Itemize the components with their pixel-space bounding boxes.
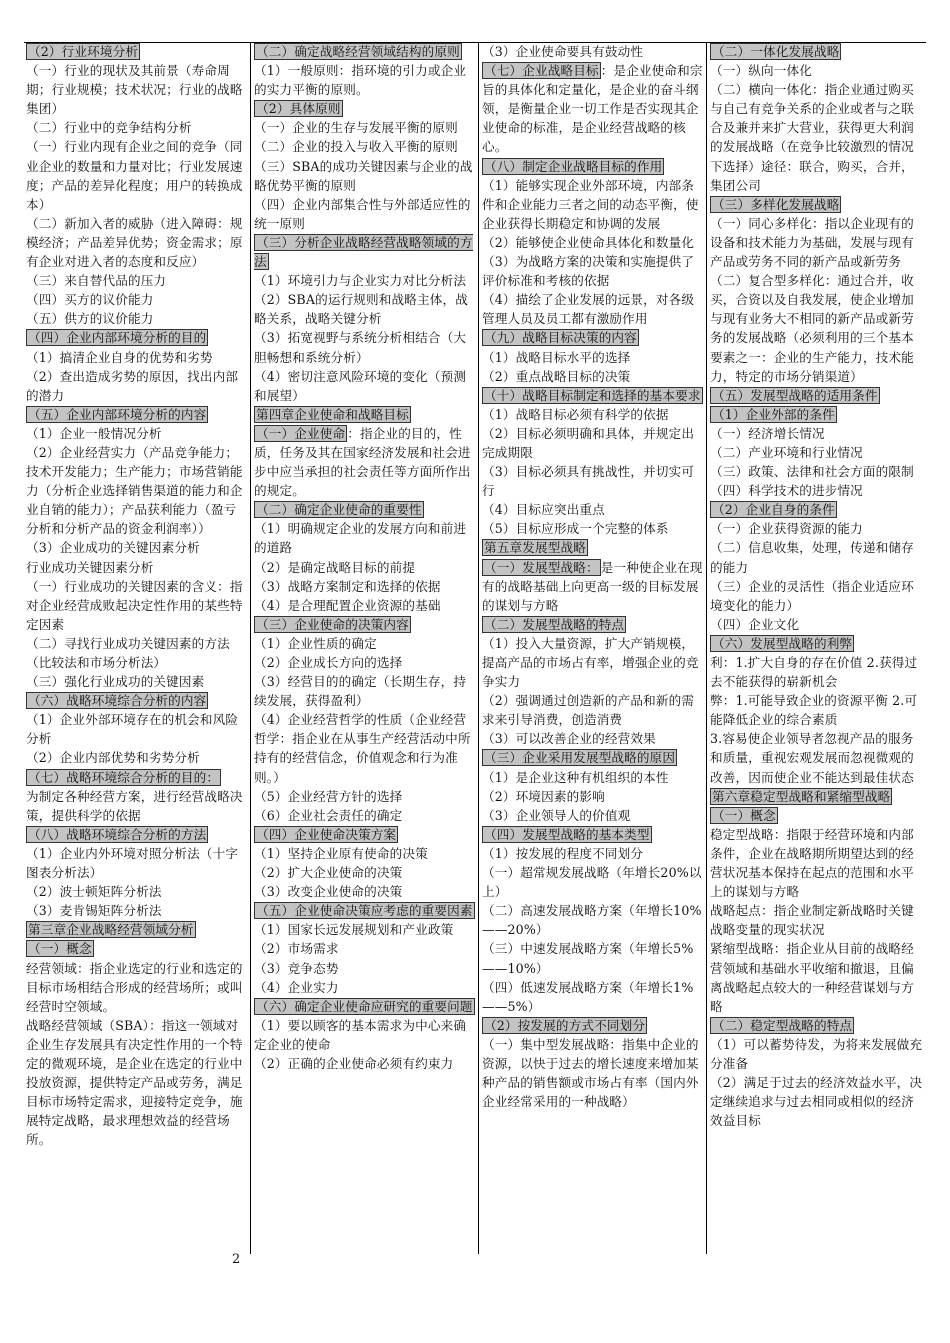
text-line: （4）是合理配置企业资源的基础 <box>254 597 441 613</box>
highlighted-heading: （五）发展型战略的适用条件 <box>712 387 878 403</box>
highlighted-heading: 第四章企业使命和战略目标 <box>256 406 409 422</box>
text-line: （一）行业成功的关键因素的含义：指对企业经营成败起决定性作用的某些特定因素 <box>26 578 243 632</box>
text-line: （二）寻找行业成功关键因素的方法（比较法和市场分析法） <box>26 635 230 670</box>
text-line: （1）环境引力与企业实力对比分析法 <box>254 273 467 289</box>
text-line: （一）纵向一体化 <box>710 63 812 79</box>
text-column-3 <box>482 42 704 1254</box>
text-line: 紧缩型战略：指企业从目前的战略经营领域和基础水平收缩和撤退，且偏离战略起点较大的一种经营谋划与方略 <box>710 941 914 1014</box>
text-column-2 <box>254 42 476 1254</box>
text-line: （2）满足于过去的经济效益水平，决定继续追求与过去相同或相似的经济效益目标 <box>710 1075 923 1129</box>
text-column-1 <box>26 42 248 1254</box>
section-heading <box>482 615 704 634</box>
text-line: （一）行业内现有企业之间的竞争（同业企业的数量和力量对比；行业发展速度；产品的差异化程度；用户的转换成本） <box>26 139 243 212</box>
highlighted-heading: （二）确定企业使命的重要性 <box>256 502 422 518</box>
highlighted-heading: （三）多样化发展战略 <box>712 196 840 212</box>
text-line: （4）企业实力 <box>254 979 339 995</box>
text-line: （四）低速发展战略方案（年增长1%——5%） <box>482 979 694 1014</box>
text-line: （2）强调通过创造新的产品和新的需求来引导消费，创造消费 <box>482 693 695 728</box>
section-heading <box>254 424 476 500</box>
text-line: （二）企业的投入与收入平衡的原则 <box>254 139 458 155</box>
column-divider <box>250 42 251 1254</box>
section-heading <box>482 558 704 615</box>
section-heading <box>482 328 704 347</box>
heading-continuation: ：指企业的目的，性质，任务及其在国家经济发展和社会进步中应当承担的社会责任等方面所作出的规定。 <box>254 425 471 499</box>
text-line: （2）SBA的运行规则和战略主体，战略关系，战略关键分析 <box>254 292 469 327</box>
highlighted-heading: （2）行业环境分析 <box>28 44 139 59</box>
text-column-4 <box>710 42 926 1254</box>
section-heading <box>254 615 476 634</box>
highlighted-heading: （一）发展型战略： <box>484 559 599 575</box>
text-line: （2）波士顿矩阵分析法 <box>26 884 162 900</box>
page-number: 2 <box>232 1252 241 1267</box>
heading-continuation: 是一种使企业在现有的战略基础上向更高一级的目标发展的谋划与方略 <box>482 559 703 613</box>
highlighted-heading: （二）一体化发展战略 <box>712 44 840 59</box>
text-line: （2）企业成长方向的选择 <box>254 655 403 670</box>
text-line: （三）中速发展战略方案（年增长5%——10%） <box>482 941 694 976</box>
text-line: （3）企业使命要具有鼓动性 <box>482 44 644 59</box>
section-heading <box>710 42 926 61</box>
text-line: （3）企业领导人的价值观 <box>482 807 631 823</box>
text-line: （2）市场需求 <box>254 941 339 957</box>
section-heading <box>26 328 248 347</box>
section-heading <box>254 825 476 844</box>
highlighted-heading: （七）战略环境综合分析的目的： <box>28 769 220 785</box>
highlighted-heading: （六）发展型战略的利弊 <box>712 635 853 651</box>
text-line: （三）强化行业成功的关键因素 <box>26 674 205 690</box>
text-line: （1）企业性质的确定 <box>254 635 377 651</box>
highlighted-heading: （五）企业内部环境分析的内容 <box>28 406 207 422</box>
highlighted-heading: （四）企业内部环境分析的目的 <box>28 330 207 346</box>
text-line: （一）行业的现状及其前景（寿命周期；行业规模；技术状况；行业的战略集团） <box>26 63 243 117</box>
highlighted-heading: （十）战略目标制定和选择的基本要求 <box>484 387 701 403</box>
highlighted-heading: 第六章稳定型战略和紧缩型战略 <box>712 788 891 804</box>
section-heading <box>710 634 926 653</box>
text-line: （二）横向一体化：指企业通过购买与自己有竞争关系的企业或者与之联合及兼并来扩大营业，获得更大利润的发展战略（在竞争比较激烈的情况下选择）途径：联合，购买，合并，集团公司 <box>710 82 914 193</box>
text-line: （1）战略目标水平的选择 <box>482 349 631 365</box>
section-heading <box>26 42 248 61</box>
highlighted-heading: （1）企业外部的条件 <box>712 406 835 422</box>
text-line: （3）竞争态势 <box>254 960 339 976</box>
text-line: （二）高速发展战略方案（年增长10%——20%） <box>482 903 702 938</box>
text-line: （6）企业社会责任的确定 <box>254 807 403 823</box>
section-heading <box>710 386 926 405</box>
text-line: （1）要以顾客的基本需求为中心来确定企业的使命 <box>254 1017 467 1052</box>
text-line: 经营领域：指企业选定的行业和选定的目标市场相结合形成的经营场所；或叫经营时空领域。 <box>26 960 243 1014</box>
text-line: （4）目标应突出重点 <box>482 502 605 518</box>
text-line: （二）行业中的竞争结构分析 <box>26 120 192 136</box>
text-line: （1）能够实现企业外部环境，内部条件和企业能力三者之间的动态平衡，使企业获得长期稳定和协调的发展 <box>482 177 699 231</box>
text-line: （1）企业一般情况分析 <box>26 425 162 441</box>
heading-continuation: ：是企业使命和宗旨的具体化和定量化，是企业的奋斗纲领，是衡量企业一切工作是否实现其企业使命的标准，是企业经营战略的核心。 <box>482 63 703 155</box>
text-line: （3）为战略方案的决策和实施提供了评价标准和考核的依据 <box>482 254 695 289</box>
section-heading <box>482 157 704 176</box>
text-line: （3）战略方案制定和选择的依据 <box>254 578 441 594</box>
text-line: （1）一般原则：指环境的引力或企业的实力平衡的原则。 <box>254 63 467 98</box>
section-heading <box>254 405 476 424</box>
text-line: （3）拓宽视野与系统分析相结合（大胆畅想和系统分析） <box>254 330 467 365</box>
text-line: 稳定型战略：指限于经营环境和内部条件，企业在战略期所期望达到的经营状况基本保持在起点的范围和水平上的谋划与方略 <box>710 826 914 900</box>
text-line: （一）同心多样化：指以企业现有的设备和技术能力为基础，发展与现有产品或劳务不同的新产品或新劳务 <box>710 215 914 270</box>
text-line: （5）目标应形成一个完整的体系 <box>482 521 669 537</box>
text-line: （三）来自替代品的压力 <box>26 273 167 289</box>
section-heading <box>254 99 476 118</box>
text-line: （4）密切注意风险环境的变化（预测和展望） <box>254 368 467 403</box>
section-heading <box>710 195 926 214</box>
section-heading <box>26 691 248 710</box>
section-heading <box>482 748 704 767</box>
text-line: （2）是确定战略目标的前提 <box>254 559 416 575</box>
section-heading <box>482 61 704 156</box>
section-heading <box>710 787 926 806</box>
highlighted-heading: （三）分析企业战略经营战略领域的方法 <box>254 234 473 270</box>
text-line: （二）新加入者的威胁（进入障碍：规模经济；产品差异优势；资金需求；原有企业对进入者的态度和反应） <box>26 215 243 270</box>
text-line: 为制定各种经营方案，进行经营战略决策，提供科学的依据 <box>26 788 243 823</box>
highlighted-heading: 第三章企业战略经营领域分析 <box>28 922 194 938</box>
highlighted-heading: （五）企业使命决策应考虑的重要因素 <box>256 903 473 919</box>
section-heading <box>26 405 248 424</box>
highlighted-heading: （三）企业采用发展型战略的原因 <box>484 750 676 766</box>
text-line: （1）坚持企业原有使命的决策 <box>254 845 428 861</box>
highlighted-heading: （六）战略环境综合分析的内容 <box>28 693 207 709</box>
section-heading <box>482 1016 704 1035</box>
text-line: （3）经营目的的确定（长期生存，持续发展，获得盈利） <box>254 674 467 709</box>
highlighted-heading: （2）具体原则 <box>256 101 341 117</box>
text-line: （1）是企业这种有机组织的本性 <box>482 769 669 785</box>
section-heading <box>710 500 926 519</box>
text-line: （1）按发展的程度不同划分 <box>482 845 644 861</box>
text-line: （3）改变企业使命的决策 <box>254 884 403 900</box>
section-heading <box>26 825 248 844</box>
section-heading <box>26 920 248 939</box>
text-line: （2）能够使企业使命具体化和数量化 <box>482 234 695 250</box>
text-line: （一）超常规发展战略（年增长20%以上） <box>482 865 702 900</box>
section-heading <box>482 386 704 405</box>
text-line: （五）供方的议价能力 <box>26 311 154 327</box>
section-heading <box>710 806 926 825</box>
text-line: （3）目标必须具有挑战性，并切实可行 <box>482 464 695 499</box>
highlighted-heading: （2）企业自身的条件 <box>712 502 835 518</box>
highlighted-heading: （四）发展型战略的基本类型 <box>484 826 650 842</box>
text-line: （二）信息收集，处理，传递和储存的能力 <box>710 540 914 575</box>
text-line: （3）企业成功的关键因素分析 <box>26 540 200 556</box>
section-heading <box>254 233 476 271</box>
text-line: （1）企业外部环境存在的机会和风险分析 <box>26 712 239 747</box>
text-line: （1）投入大量资源，扩大产销规模，提高产品的市场占有率，增强企业的竞争实力 <box>482 635 699 690</box>
highlighted-heading: （八）战略环境综合分析的方法 <box>28 826 207 842</box>
text-line: （一）企业获得资源的能力 <box>710 521 863 537</box>
highlighted-heading: （六）确定企业使命应研究的重要问题 <box>256 998 473 1014</box>
text-line: （4）企业经营哲学的性质（企业经营哲学：指企业在从事生产经营活动中所持有的经营信念，价值观念和行为准则。） <box>254 712 471 785</box>
text-line: 利：1.扩大自身的存在价值 2.获得过去不能获得的崭新机会 <box>710 655 918 690</box>
text-line: 弊：1.可能导致企业的资源平衡 2.可能降低企业的综合素质 <box>710 693 918 728</box>
highlighted-heading: 第五章发展型战略 <box>484 540 586 556</box>
highlighted-heading: （七）企业战略目标 <box>484 63 599 79</box>
text-line: （四）科学技术的进步情况 <box>710 483 863 499</box>
text-line: （四）企业文化 <box>710 616 800 632</box>
section-heading <box>482 825 704 844</box>
highlighted-heading: （八）制定企业战略目标的作用 <box>484 158 663 174</box>
text-line: 3.容易使企业领导者忽视产品的服务和质量，重视宏观发展而忽视微观的改善，因而使企业不能达到最佳状态 <box>710 731 914 785</box>
highlighted-heading: （九）战略目标决策的内容 <box>484 330 637 346</box>
text-line: （2）企业经营实力（产品竞争能力；技术开发能力；生产能力；市场营销能力（分析企业选择销售渠道的能力和企业自销的能力）；产品获利能力（盈亏分析和分析产品的资金利润率）） <box>26 444 243 537</box>
text-line: （三）政策、法律和社会方面的限制 <box>710 464 914 480</box>
section-heading <box>254 42 476 61</box>
highlighted-heading: （一）企业使命 <box>256 425 346 441</box>
text-line: （1）国家长远发展规划和产业政策 <box>254 922 454 938</box>
text-line: （2）查出造成劣势的原因，找出内部的潜力 <box>26 368 239 403</box>
section-heading <box>710 1016 926 1035</box>
text-line: （1）搞清企业自身的优势和劣势 <box>26 349 213 365</box>
text-line: （四）买方的议价能力 <box>26 292 154 308</box>
text-line: （2）扩大企业使命的决策 <box>254 865 403 881</box>
column-divider <box>706 42 707 1254</box>
section-heading <box>254 500 476 519</box>
text-line: （一）经济增长情况 <box>710 425 825 441</box>
text-line: （2）企业内部优势和劣势分析 <box>26 750 200 766</box>
text-line: （2）重点战略目标的决策 <box>482 368 631 384</box>
highlighted-heading: （三）企业使命的决策内容 <box>256 616 409 632</box>
highlighted-heading: （四）企业使命决策方案 <box>256 826 397 842</box>
highlighted-heading: （二）稳定型战略的特点 <box>712 1017 853 1033</box>
text-line: 战略起点：指企业制定新战略时关键战略变量的现实状况 <box>710 903 914 938</box>
text-line: （3）麦肯锡矩阵分析法 <box>26 903 162 919</box>
highlighted-heading: （一）概念 <box>28 941 92 957</box>
text-line: （4）描绘了企业发展的远景，对各级管理人员及员工都有激励作用 <box>482 292 695 327</box>
document-page <box>24 42 926 1254</box>
text-line: （二）产业环境和行业情况 <box>710 444 863 460</box>
text-line: （5）企业经营方针的选择 <box>254 788 403 804</box>
text-line: （2）目标必须明确和具体，并规定出完成期限 <box>482 425 695 460</box>
text-line: （3）可以改善企业的经营效果 <box>482 731 656 747</box>
highlighted-heading: （2）按发展的方式不同划分 <box>484 1017 646 1033</box>
section-heading <box>254 901 476 920</box>
highlighted-heading: （二）确定战略经营领域结构的原则 <box>256 44 460 59</box>
column-divider <box>478 42 479 1254</box>
text-line: （二）复合型多样化：通过合并，收买，合资以及自我发展，使企业增加与现有业务大不相同的新产品或新劳务的发展战略（必须利用的三个基本要素之一：企业的生产能力，技术能力，特定的市场分销渠道） <box>710 273 914 384</box>
section-heading <box>26 939 248 958</box>
text-line: （1）明确规定企业的发展方向和前进的道路 <box>254 521 467 556</box>
highlighted-heading: （一）概念 <box>712 807 776 823</box>
text-line: （2）环境因素的影响 <box>482 788 605 804</box>
text-line: （1）企业内外环境对照分析法（十字图表分析法） <box>26 845 239 881</box>
highlighted-heading: （二）发展型战略的特点 <box>484 616 625 632</box>
section-heading <box>26 768 248 787</box>
text-line: 行业成功关键因素分析 <box>26 559 154 575</box>
section-heading <box>482 538 704 557</box>
text-line: （一）企业的生存与发展平衡的原则 <box>254 120 458 136</box>
text-line: （三）SBA的成功关键因素与企业的战略优势平衡的原则 <box>254 158 473 193</box>
text-line: （1）可以蓄势待发，为将来发展做充分准备 <box>710 1036 923 1071</box>
text-line: （三）企业的灵活性（指企业适应环境变化的能力） <box>710 578 914 613</box>
text-line: 战略经营领域（SBA）：指这一领域对企业生存发展具有决定性作用的一个特定的微观环境，是企业在选定的行业中投放资源，提供特定产品或劳务，满足目标市场特定需求，迎接特定竞争，施展特定战略，最求理想效益的经营场所。 <box>26 1017 243 1148</box>
section-heading <box>254 997 476 1016</box>
text-line: （2）正确的企业使命必须有约束力 <box>254 1055 454 1071</box>
text-line: （一）集中型发展战略：指集中企业的资源，以快于过去的增长速度来增加某种产品的销售额或市场占有率（国内外企业经常采用的一种战略） <box>482 1036 699 1110</box>
text-line: （四）企业内部集合性与外部适应性的统一原则 <box>254 196 471 231</box>
text-line: （1）战略目标必须有科学的依据 <box>482 406 669 422</box>
section-heading <box>710 405 926 424</box>
